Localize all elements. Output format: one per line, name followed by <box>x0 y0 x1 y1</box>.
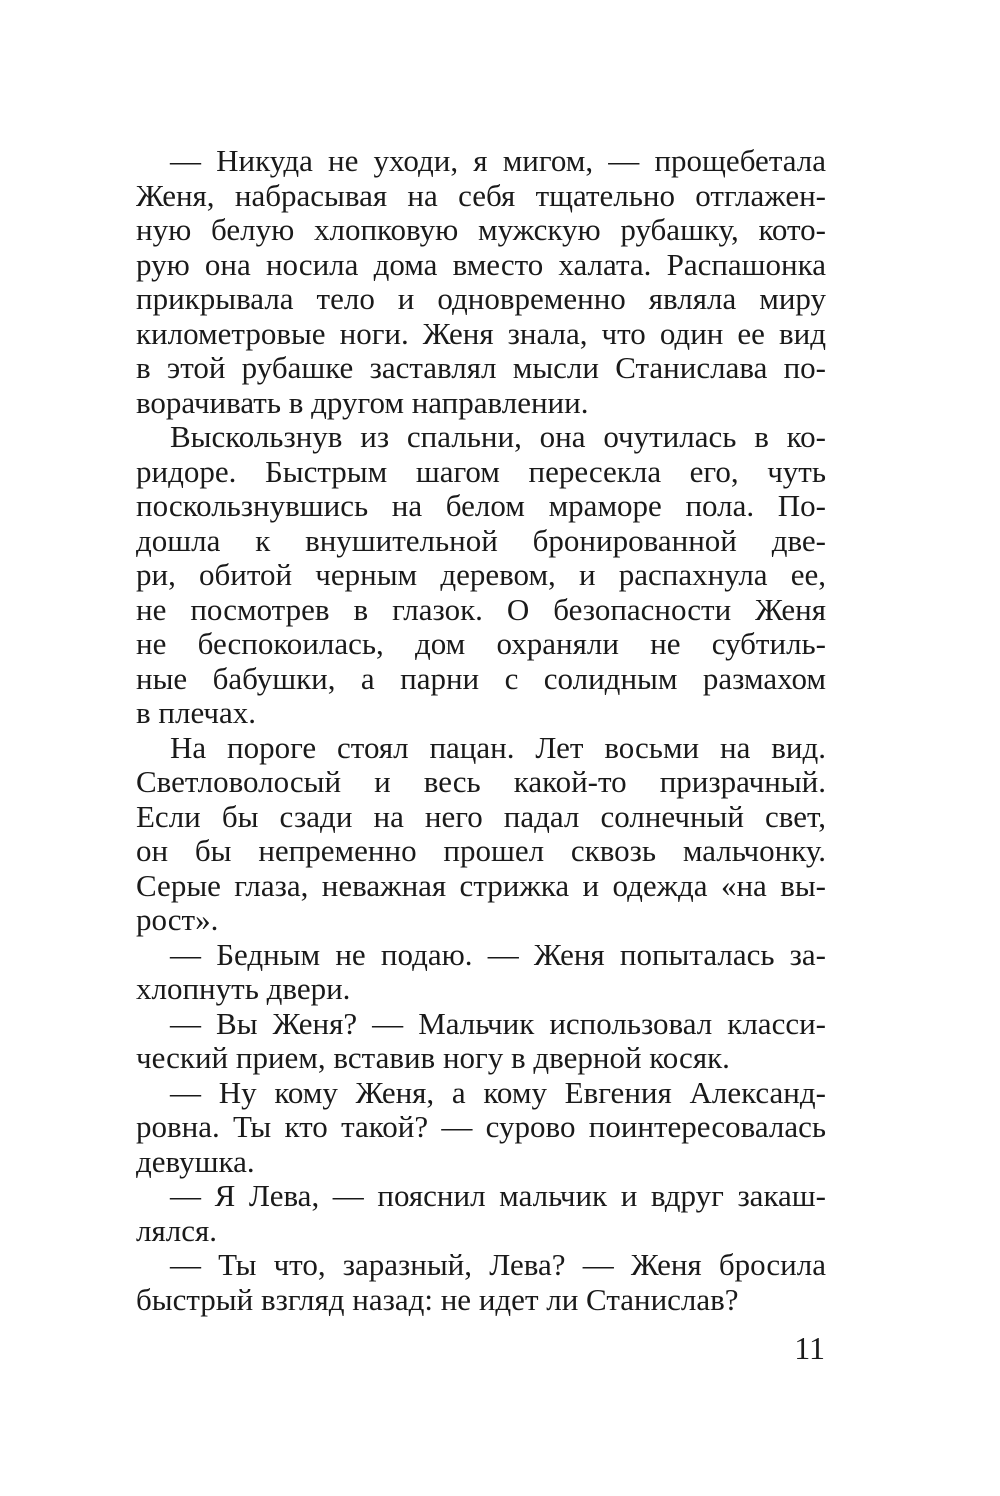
text-line: Женя, набрасывая на себя тщательно отглажен- <box>136 177 826 213</box>
text-line: Выскользнув из спальни, она очутилась в ко- <box>170 419 826 454</box>
text-line: лялся. <box>136 1212 217 1248</box>
text-line: девушка. <box>136 1143 255 1179</box>
text-line: На пороге стоял пацан. Лет восьми на вид. <box>170 729 826 765</box>
text-line: ридоре. Быстрым шагом пересекла его, чуть <box>136 453 826 489</box>
page-number: 11 <box>794 1330 825 1366</box>
text-line: ную белую хлопковую мужскую рубашку, кото- <box>136 212 826 247</box>
text-line: — Ну кому Женя, а кому Евгения Александ- <box>170 1074 826 1110</box>
text-line: не беспокоилась, дом охраняли не субтиль- <box>136 626 826 661</box>
text-line: прикрывала тело и одновременно являла миру <box>136 281 826 316</box>
text-line: поскользнувшись на белом мраморе пола. По- <box>136 488 826 523</box>
text-line: быстрый взгляд назад: не идет ли Станислав? <box>136 1281 739 1317</box>
text-line: — Никуда не уходи, я мигом, — прощебетала <box>170 143 826 178</box>
text-line: ри, обитой черным деревом, и распахнула ее, <box>136 557 826 592</box>
text-line: не посмотрев в глазок. О безопасности Женя <box>136 591 826 627</box>
text-line: Если бы сзади на него падал солнечный свет, <box>136 798 826 834</box>
text-line: он бы непременно прошел сквозь мальчонку. <box>136 833 826 868</box>
body-text <box>136 144 826 1317</box>
text-line: в плечах. <box>136 695 257 730</box>
text-line: ровна. Ты кто такой? — сурово поинтересовалась <box>136 1109 826 1144</box>
text-line: дошла к внушительной бронированной две- <box>136 522 826 558</box>
text-line: Серые глаза, неважная стрижка и одежда «на вы- <box>136 867 826 903</box>
text-line: — Вы Женя? — Мальчик использовал класси- <box>170 1005 826 1041</box>
text-line: рую она носила дома вместо халата. Распашонка <box>136 246 826 282</box>
text-line: ные бабушки, а парни с солидным размахом <box>136 660 826 696</box>
text-line: ческий прием, вставив ногу в дверной косяк. <box>136 1040 730 1075</box>
text-line: километровые ноги. Женя знала, что один ее вид <box>136 315 826 351</box>
text-line: — Бедным не подаю. — Женя попыталась за- <box>170 936 826 972</box>
text-line: — Ты что, заразный, Лева? — Женя бросила <box>170 1247 826 1282</box>
text-line: хлопнуть двери. <box>136 971 351 1006</box>
text-line: ворачивать в другом направлении. <box>136 384 589 420</box>
text-line: — Я Лева, — пояснил мальчик и вдруг закаш- <box>170 1178 826 1213</box>
text-line: рост». <box>136 902 219 937</box>
text-line: Светловолосый и весь какой-то призрачный. <box>136 764 826 799</box>
text-line: в этой рубашке заставлял мысли Станислава по- <box>136 350 826 385</box>
